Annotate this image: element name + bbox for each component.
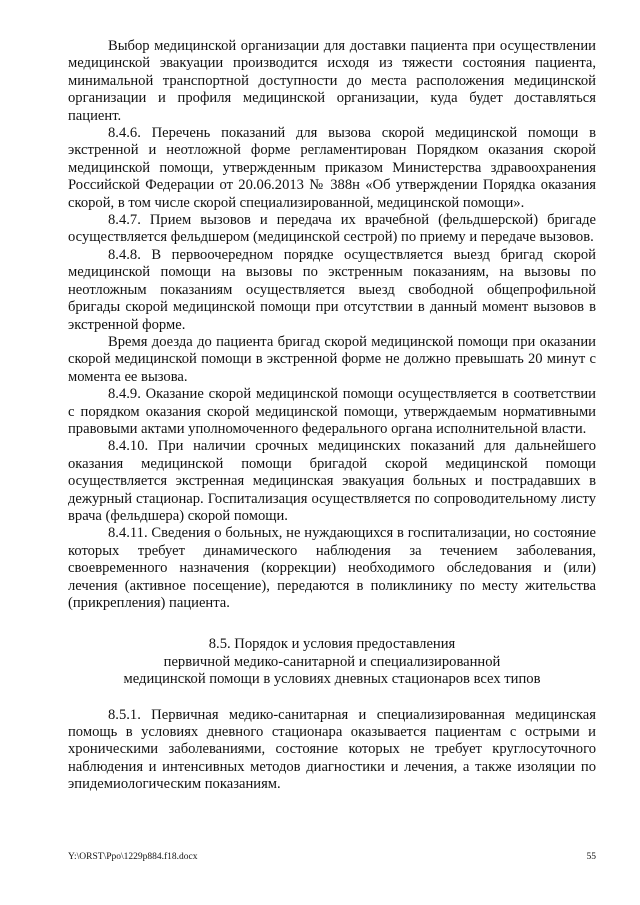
paragraph-8-4-9: 8.4.9. Оказание скорой медицинской помощи осуществляется в соответствии с порядком оказания скорой медицинской помощи, утверждаемым нормативными правовыми актами уполномоченного федерального органа исполнительной власти. (68, 386, 596, 437)
paragraph-8-4-10: 8.4.10. При наличии срочных медицинских показаний для дальнейшего оказания медицинской помощи бригадой скорой медицинской помощи осуществляется экстренная медицинская эвакуация больных и пострадавших в дежурный стационар. Госпитализация осуществляется по сопроводительному листу врача (фельдшера) скорой помощи. (68, 438, 596, 524)
paragraph-8-4-11: 8.4.11. Сведения о больных, не нуждающихся в госпитализации, но состояние которых требует динамического наблюдения за течением заболевания, своевременного назначения (коррекции) необходимого обследования и (или) лечения (активное посещение), передаются в поликлинику по месту жительства (прикрепления) пациента. (68, 525, 596, 611)
paragraph-8-4-6: 8.4.6. Перечень показаний для вызова скорой медицинской помощи в экстренной и неотложной форме регламентирован Порядком оказания скорой медицинской помощи, утвержденным приказом Министерства здравоохранения Российской Федерации от 20.06.2013 № 388н «Об утверждении Порядка оказания скорой, в том числе скорой специализированной, медицинской помощи». (68, 125, 596, 211)
paragraph-evacuation-choice: Выбор медицинской организации для доставки пациента при осуществлении медицинской эвакуации производится исходя из тяжести состояния пациента, минимальной транспортной доступности до места расположения медицинской организации и профиля медицинской организации, куда будет доставляться пациент. (68, 38, 596, 124)
heading-line: медицинской помощи в условиях дневных стационаров всех типов (123, 671, 541, 688)
paragraph-8-4-8: 8.4.8. В первоочередном порядке осуществляется выезд бригад скорой медицинской помощи на вызовы по экстренным показаниям, на вызовы по неотложным показаниям осуществляется выезд свободной общепрофильной бригады скорой медицинской помощи при отсутствии в данный момент вызовов в экстренной форме. (68, 246, 596, 333)
footer-page-number: 55 (586, 852, 596, 862)
section-heading-8-5 (68, 636, 596, 688)
paragraph-8-4-7: 8.4.7. Прием вызовов и передача их врачебной (фельдшерской) бригаде осуществляется фельдшером (медицинской сестрой) по приему и передаче вызовов. (68, 212, 596, 246)
heading-line: 8.5. Порядок и условия предоставления (208, 636, 456, 653)
paragraph-arrival-time: Время доезда до пациента бригад скорой медицинской помощи при оказании скорой медицинской помощи в экстренной форме не должно превышать 20 минут с момента ее вызова. (68, 333, 596, 385)
paragraph-8-5-1: 8.5.1. Первичная медико-санитарная и специализированная медицинская помощь в условиях дневного стационара оказывается пациентам с острыми и хроническими заболеваниями, состояние которых не требует круглосуточного наблюдения и интенсивных методов диагностики и лечения, а также изоляции по эпидемиологическим показаниям. (68, 706, 596, 793)
heading-line: первичной медико-санитарной и специализированной (163, 653, 501, 670)
document-body (68, 38, 596, 794)
footer-file-path: Y:\ORST\Ppo\1229p884.f18.docx (68, 852, 198, 862)
